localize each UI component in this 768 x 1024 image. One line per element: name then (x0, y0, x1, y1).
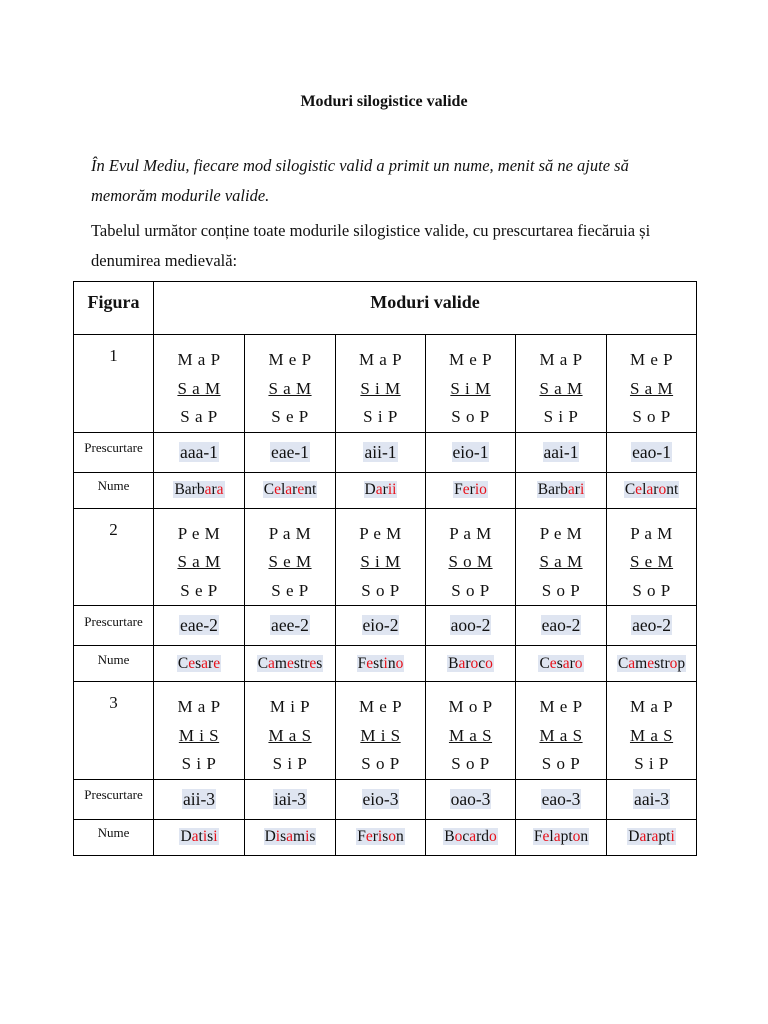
name-vowel: a (553, 828, 561, 845)
name-vowel: i (305, 828, 310, 845)
conclusion: S o P (632, 407, 671, 426)
name-consonant: D (264, 828, 276, 845)
abbr-label: Prescurtare (74, 779, 154, 819)
abbr-cell (245, 779, 336, 819)
figure-2-abbr-row (74, 606, 697, 646)
major-premise: M e P (629, 350, 674, 369)
name-vowel: i (377, 828, 383, 845)
name-consonant: nt (666, 481, 679, 498)
mood-name (443, 828, 498, 845)
mood-name (264, 828, 317, 845)
mood-name-cell (245, 819, 336, 855)
mood-name (263, 481, 318, 498)
figure-1-abbr-row (74, 432, 697, 472)
name-vowel: a (646, 481, 654, 498)
mood-name (627, 828, 676, 845)
name-consonant: r (469, 481, 475, 498)
name-consonant: rd (476, 828, 490, 845)
major-premise: M a P (358, 350, 403, 369)
mood-name-cell (245, 646, 336, 682)
major-premise: P e M (177, 523, 221, 543)
header-modes: Moduri valide (154, 282, 697, 335)
name-consonant: r (208, 654, 214, 672)
name-vowel: e (213, 654, 221, 672)
mood-abbreviation: eio-3 (362, 788, 399, 809)
name-consonant: c (478, 654, 486, 672)
name-vowel: o (574, 654, 583, 672)
figure-3-moods-row (74, 682, 697, 780)
mood-abbreviation: eao-1 (632, 441, 671, 462)
mood-name (538, 655, 583, 672)
minor-premise-text: S e M (268, 552, 312, 571)
name-consonant: p (677, 654, 686, 672)
minor-premise (245, 375, 335, 404)
minor-premise (154, 548, 244, 577)
abbr-cell (607, 606, 697, 646)
minor-premise (336, 548, 425, 577)
minor-premise (336, 375, 425, 404)
abbr-cell (516, 779, 607, 819)
mood-abbreviation: aeo-2 (632, 615, 671, 635)
name-consonant: C (617, 654, 629, 672)
minor-premise-text: S a M (539, 378, 583, 398)
mood-cell (154, 508, 245, 606)
name-vowel: e (286, 654, 294, 672)
minor-premise-text: S a M (177, 378, 221, 398)
name-consonant: m (293, 828, 306, 845)
major-premise: M a P (539, 350, 583, 369)
major-premise: M e P (358, 697, 403, 716)
major-premise: M i P (269, 697, 311, 716)
name-consonant: Barb (174, 481, 205, 498)
name-consonant: F (357, 828, 366, 845)
minor-premise (426, 722, 515, 751)
name-consonant: n (387, 654, 396, 672)
minor-premise (245, 722, 335, 751)
mood-cell (426, 335, 516, 433)
minor-premise-text: S i M (360, 378, 401, 398)
minor-premise-text: S a M (629, 378, 674, 398)
figure-1-name-row (74, 472, 697, 508)
mood-abbreviation: eao-2 (541, 615, 581, 635)
name-consonant: s (556, 654, 563, 672)
name-consonant: C (263, 481, 275, 498)
name-consonant: B (444, 828, 455, 845)
mood-name (364, 481, 398, 498)
minor-premise (607, 375, 696, 404)
mood-cell (426, 682, 516, 780)
name-consonant: C (257, 654, 269, 672)
mood-name (617, 655, 686, 672)
major-premise: P a M (268, 523, 312, 543)
minor-premise-text: S a M (177, 552, 221, 571)
name-vowel: a (285, 481, 293, 498)
name-consonant: B (448, 654, 459, 672)
name-vowel: i (275, 828, 281, 845)
name-vowel: o (572, 828, 581, 845)
name-vowel: a (204, 481, 212, 498)
name-consonant: l (280, 481, 286, 498)
name-vowel: a (651, 828, 659, 845)
name-consonant: C (624, 481, 636, 498)
mood-cell (245, 335, 336, 433)
name-vowel: a (268, 654, 275, 672)
mood-name-cell (154, 646, 245, 682)
conclusion: S o P (361, 754, 400, 773)
figure-2-moods-row (74, 508, 697, 606)
valid-modes-table (73, 281, 697, 856)
minor-premise-text: M a S (539, 725, 583, 745)
name-consonant: r (292, 481, 298, 498)
name-vowel: o (470, 654, 479, 672)
mood-name-cell (426, 472, 516, 508)
mood-name (179, 828, 218, 845)
abbr-cell (245, 432, 336, 472)
abbr-cell (607, 432, 697, 472)
name-vowel: a (628, 654, 636, 672)
name-vowel: o (395, 654, 404, 672)
abbr-cell (154, 606, 245, 646)
minor-premise (607, 722, 696, 751)
mood-cell (426, 508, 516, 606)
mood-cell (607, 508, 697, 606)
name-consonant: pt (658, 828, 671, 845)
name-consonant: n (580, 828, 589, 845)
name-consonant: r (574, 481, 580, 498)
name-consonant: r (382, 481, 388, 498)
mood-abbreviation: eae-1 (271, 441, 309, 462)
mood-name-cell (516, 646, 607, 682)
table-header-row (74, 282, 697, 335)
mood-name-cell (516, 472, 607, 508)
name-consonant: pt (560, 828, 573, 845)
name-vowel: i (579, 481, 585, 498)
conclusion: S a P (180, 407, 218, 426)
major-premise: P e M (359, 523, 402, 543)
minor-premise-text: S a M (268, 378, 312, 398)
conclusion: S e P (271, 580, 309, 600)
mood-cell (245, 508, 336, 606)
conclusion: S o P (632, 580, 671, 600)
mood-cell (607, 335, 697, 433)
name-vowel: a (562, 654, 570, 672)
conclusion: S e P (271, 407, 309, 426)
mood-cell (516, 335, 607, 433)
minor-premise-text: M i S (178, 725, 220, 745)
name-consonant: F (533, 828, 543, 845)
name-consonant: r (653, 481, 659, 498)
name-vowel: a (216, 481, 224, 498)
abbr-cell (336, 606, 426, 646)
name-consonant: l (549, 828, 554, 845)
conclusion: S o P (541, 754, 581, 773)
mood-name-cell (516, 819, 607, 855)
name-consonant: D (180, 828, 192, 845)
name-consonant: c (462, 828, 470, 845)
mood-abbreviation: aii-3 (182, 788, 216, 809)
name-consonant: C (539, 654, 550, 672)
mood-cell (336, 508, 426, 606)
minor-premise (245, 548, 335, 577)
minor-premise (426, 375, 515, 404)
minor-premise (154, 722, 244, 751)
mood-name-cell (426, 819, 516, 855)
abbr-cell (336, 432, 426, 472)
name-vowel: e (297, 481, 305, 498)
name-vowel: o (485, 654, 493, 672)
name-vowel: i (670, 828, 675, 845)
mood-abbreviation: aoo-2 (450, 615, 491, 635)
minor-premise (516, 722, 606, 751)
name-vowel: e (647, 654, 655, 672)
abbr-cell (516, 432, 607, 472)
mood-cell (154, 682, 245, 780)
name-consonant: r (211, 481, 217, 498)
mood-name (537, 481, 586, 498)
mood-cell (336, 682, 426, 780)
header-figure: Figura (74, 282, 154, 335)
abbr-cell (245, 606, 336, 646)
name-vowel: o (658, 481, 667, 498)
minor-premise-text: M a S (448, 725, 493, 745)
name-consonant: str (293, 654, 310, 672)
name-consonant: nt (304, 481, 317, 498)
name-consonant: F (357, 654, 367, 672)
figure-3-name-row (74, 819, 697, 855)
figure-2-name-row (74, 646, 697, 682)
mood-name-cell (336, 472, 426, 508)
minor-premise-text: M a S (629, 725, 674, 745)
name-vowel: e (549, 654, 557, 672)
conclusion: S i P (181, 754, 217, 773)
conclusion: S o P (361, 580, 400, 600)
mood-cell (607, 682, 697, 780)
conclusion: S i P (363, 407, 398, 426)
mood-name-cell (245, 472, 336, 508)
mood-abbreviation: eae-2 (180, 615, 218, 635)
figure-number: 3 (74, 682, 154, 780)
mood-name-cell (336, 646, 426, 682)
mood-cell (154, 335, 245, 433)
mood-name (177, 655, 221, 672)
name-vowel: ii (387, 481, 397, 498)
name-consonant: s (280, 828, 287, 845)
mood-name (453, 481, 488, 498)
major-premise: P e M (539, 523, 583, 543)
minor-premise-text: S e M (629, 552, 674, 571)
mood-name (357, 655, 405, 672)
name-vowel: e (635, 481, 643, 498)
intro-paragraph: În Evul Mediu, fiecare mod silogistic valid a primit un nume, menit să ne ajute să memorăm modurile valide. (91, 156, 629, 205)
description-paragraph: Tabelul următor conține toate modurile silogistice valide, cu prescurtarea fiecăruia și denumirea medievală: (91, 221, 651, 270)
name-consonant: st (373, 654, 384, 672)
name-consonant: s (207, 828, 214, 845)
name-vowel: e (542, 828, 550, 845)
name-vowel: a (201, 654, 209, 672)
name-vowel: o (388, 828, 397, 845)
abbr-cell (154, 779, 245, 819)
name-consonant: m (635, 654, 648, 672)
name-consonant: D (628, 828, 640, 845)
mood-abbreviation: eio-1 (452, 441, 489, 462)
minor-premise-text: M i S (360, 725, 401, 745)
mood-abbreviation: eio-2 (362, 615, 399, 635)
minor-premise-text: S o M (448, 552, 493, 571)
name-consonant: t (198, 828, 203, 845)
name-vowel: o (454, 828, 463, 845)
minor-premise-text: S i M (450, 378, 491, 398)
minor-premise (426, 548, 515, 577)
name-label: Nume (74, 819, 154, 855)
name-vowel: i (383, 654, 388, 672)
conclusion: S i P (634, 754, 669, 773)
name-label: Nume (74, 646, 154, 682)
name-vowel: e (365, 828, 373, 845)
abbr-cell (607, 779, 697, 819)
mood-name-cell (336, 819, 426, 855)
abbr-cell (426, 606, 516, 646)
abbr-cell (426, 432, 516, 472)
name-vowel: e (462, 481, 470, 498)
name-vowel: io (474, 481, 487, 498)
major-premise: P a M (630, 523, 673, 543)
name-vowel: o (669, 654, 678, 672)
name-consonant: r (372, 828, 378, 845)
mood-abbreviation: iai-3 (273, 788, 307, 809)
name-consonant: r (465, 654, 471, 672)
mood-abbreviation: eao-3 (541, 788, 581, 809)
conclusion: S o P (451, 754, 490, 773)
name-consonant: s (382, 828, 389, 845)
figure-number: 2 (74, 508, 154, 606)
name-consonant: s (316, 654, 323, 672)
name-vowel: e (274, 481, 281, 498)
name-consonant: s (309, 828, 316, 845)
minor-premise (154, 375, 244, 404)
name-consonant: l (642, 481, 647, 498)
mood-name (447, 655, 494, 672)
major-premise: M a P (177, 697, 221, 716)
minor-premise-text: M a S (268, 725, 312, 745)
conclusion: S o P (451, 580, 490, 600)
mood-name-cell (607, 819, 697, 855)
conclusion: S o P (541, 580, 581, 600)
mood-name-cell (154, 819, 245, 855)
name-consonant: Barb (537, 481, 568, 498)
name-label: Nume (74, 472, 154, 508)
name-vowel: a (469, 828, 477, 845)
name-consonant: str (654, 654, 670, 672)
abbr-cell (336, 779, 426, 819)
minor-premise (516, 375, 606, 404)
abbr-cell (516, 606, 607, 646)
mood-name (624, 481, 679, 498)
mood-abbreviation: aii-1 (364, 441, 397, 462)
mood-abbreviation: aai-1 (543, 441, 579, 462)
conclusion: S i P (272, 754, 308, 773)
abbr-label: Prescurtare (74, 432, 154, 472)
mood-name-cell (607, 472, 697, 508)
major-premise: M a P (177, 350, 221, 369)
minor-premise (516, 548, 606, 577)
mood-name (173, 481, 224, 498)
page-title: Moduri silogistice valide (300, 93, 468, 110)
minor-premise-text: S i M (360, 552, 401, 571)
name-vowel: a (458, 654, 466, 672)
name-consonant: m (274, 654, 287, 672)
name-consonant: r (569, 654, 575, 672)
mood-abbreviation: oao-3 (450, 788, 491, 809)
major-premise: M e P (268, 350, 312, 369)
name-consonant: F (454, 481, 463, 498)
name-vowel: e (188, 654, 196, 672)
name-vowel: a (191, 828, 199, 845)
name-vowel: o (489, 828, 497, 845)
mood-name (257, 655, 324, 672)
mood-abbreviation: aaa-1 (180, 441, 218, 462)
conclusion: S e P (180, 580, 218, 600)
mood-name (533, 828, 589, 845)
major-premise: M e P (539, 697, 583, 716)
name-consonant: D (364, 481, 376, 498)
abbr-label: Prescurtare (74, 606, 154, 646)
minor-premise-text: S a M (539, 552, 583, 571)
major-premise: M o P (448, 697, 493, 716)
name-consonant: n (396, 828, 404, 845)
mood-name-cell (426, 646, 516, 682)
name-vowel: a (286, 828, 294, 845)
mood-cell (516, 508, 607, 606)
name-vowel: e (309, 654, 317, 672)
minor-premise (336, 722, 425, 751)
name-consonant: r (646, 828, 652, 845)
name-vowel: a (375, 481, 383, 498)
mood-name-cell (607, 646, 697, 682)
name-consonant: s (195, 654, 202, 672)
conclusion: S i P (543, 407, 579, 426)
mood-abbreviation: aee-2 (271, 615, 309, 635)
figure-number: 1 (74, 335, 154, 433)
abbr-cell (426, 779, 516, 819)
mood-cell (516, 682, 607, 780)
mood-cell (245, 682, 336, 780)
name-vowel: a (567, 481, 575, 498)
major-premise: M a P (629, 697, 674, 716)
conclusion: S o P (451, 407, 490, 426)
figure-3-abbr-row (74, 779, 697, 819)
major-premise: P a M (449, 523, 492, 543)
minor-premise (607, 548, 696, 577)
mood-abbreviation: aai-3 (634, 788, 670, 809)
mood-name (356, 828, 405, 845)
name-vowel: i (213, 828, 218, 845)
mood-cell (336, 335, 426, 433)
name-vowel: a (639, 828, 647, 845)
major-premise: M e P (448, 350, 493, 369)
name-consonant: C (177, 654, 189, 672)
name-vowel: i (202, 828, 208, 845)
abbr-cell (154, 432, 245, 472)
name-vowel: e (366, 654, 374, 672)
mood-name-cell (154, 472, 245, 508)
figure-1-moods-row (74, 335, 697, 433)
